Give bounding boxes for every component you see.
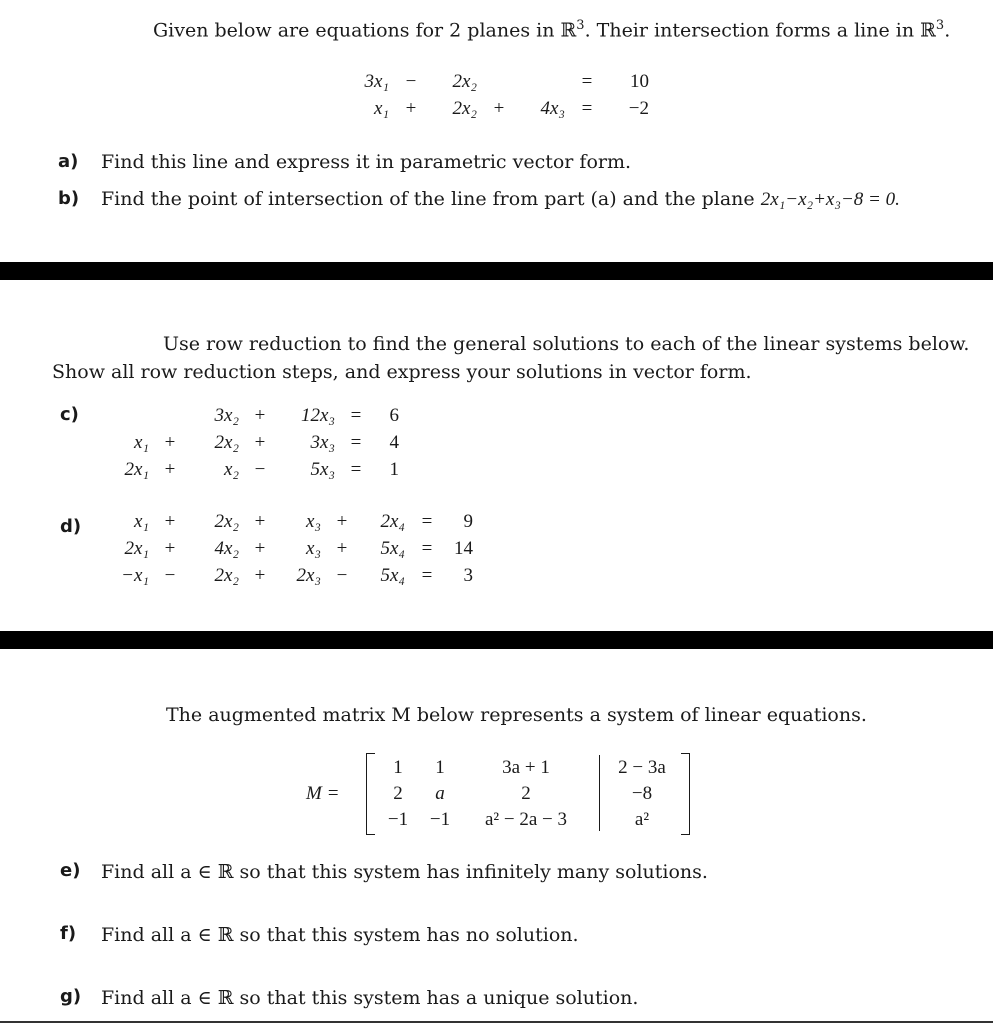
part-a-text: Find this line and express it in parametric vector form. (101, 151, 632, 173)
equation-row: 3x₂ + 12x₃ = 6 (214, 404, 399, 426)
problem1-intro: Given below are equations for 2 planes in ℝ$^3$. Their intersection forms a line in ℝ$^3$. (153, 18, 951, 42)
matrix-right-bracket (681, 753, 690, 835)
part-a-label: a) (58, 151, 79, 172)
problem2-intro-line2: Show all row reduction steps, and express your solutions in vector form. (52, 361, 752, 383)
matrix-left-bracket (366, 753, 375, 835)
plane-equation: 2x₁−x₂+x₃−8 = 0. (760, 189, 900, 210)
matrix-name: M = (306, 783, 340, 804)
equation-row: −x₁ − 2x₂ + 2x₃ − 5x₄ = 3 (121, 564, 473, 586)
part-b-label: b) (58, 188, 80, 209)
equation-row: x₁ + 2x₂ + 3x₃ = 4 (133, 431, 399, 453)
problem1-system (340, 68, 654, 122)
equation-row: 3x₁ − 2x₂ = 10 (364, 70, 649, 92)
bottom-rule (0, 1021, 993, 1023)
part-f-text: Find all a ∈ ℝ so that this system has no solution. (101, 924, 579, 946)
matrix-row: 2 a 2 −8 (393, 783, 653, 804)
matrix-row: 1 1 3a + 1 2 − 3a (393, 757, 666, 778)
problem3-intro: The augmented matrix M below represents a system of linear equations. (166, 704, 867, 726)
part-g-text: Find all a ∈ ℝ so that this system has a unique solution. (101, 987, 639, 1009)
part-d-label: d) (60, 516, 82, 537)
system-d (104, 508, 478, 589)
part-f-label: f) (60, 923, 77, 944)
equation-row: 2x₁ + 4x₂ + x₃ + 5x₄ = 14 (124, 537, 473, 559)
part-g-label: g) (60, 986, 82, 1007)
part-e-label: e) (60, 860, 81, 881)
part-e-text: Find all a ∈ ℝ so that this system has infinitely many solutions. (101, 861, 708, 883)
problem2-intro-line1: Use row reduction to find the general solutions to each of the linear systems below. (163, 333, 970, 355)
augmented-matrix (378, 755, 682, 833)
system-c (104, 402, 404, 483)
equation-row: x₁ + 2x₂ + 4x₃ = −2 (373, 97, 649, 119)
matrix-row: −1 −1 a² − 2a − 3 a² (387, 809, 650, 830)
equation-row: x₁ + 2x₂ + x₃ + 2x₄ = 9 (133, 510, 473, 532)
section-divider (0, 262, 993, 280)
section-divider (0, 631, 993, 649)
part-b-text: Find the point of intersection of the line from part (a) and the plane 2x₁−x₂+x₃−8 = 0. (101, 188, 900, 210)
equation-row: 2x₁ + x₂ − 5x₃ = 1 (124, 458, 399, 480)
part-c-label: c) (60, 404, 79, 425)
